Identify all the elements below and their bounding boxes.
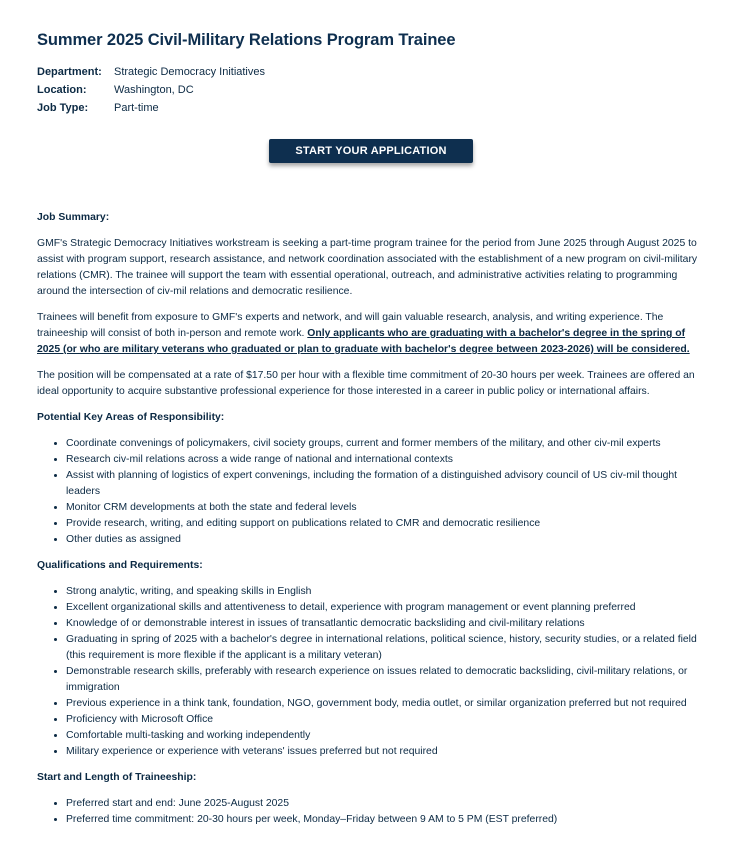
- meta-value: Washington, DC: [114, 84, 194, 96]
- list-item: • Previous experience in a think tank, foundation, NGO, government body, media outlet, or similar organization preferred but not required: [66, 696, 707, 712]
- compensation-paragraph: The position will be compensated at a rate of $17.50 per hour with a flexible time commitment of 20-30 hours per week. Trainees are offered an ideal opportunity to acquire substantive professional experience for those interested in a career in public policy or international affairs.: [37, 370, 695, 397]
- meta-job-type: [37, 101, 265, 119]
- meta-label: Department:: [37, 66, 102, 78]
- list-item: • Preferred start and end: June 2025-August 2025: [66, 796, 707, 812]
- list-item: • Comfortable multi-tasking and working independently: [66, 728, 707, 744]
- summary-paragraph: GMF's Strategic Democracy Initiatives workstream is seeking a part-time program trainee for the period from June 2025 through August 2025 to assist with program support, research assistance, and network coordination associated with the establishment of a new program on civil-military relations (CMR). The trainee will support the team with essential operational, outreach, and administrative activities relating to programming around the intersection of civ-mil relations and democratic resilience.: [37, 238, 698, 297]
- start-application-button[interactable]: START YOUR APPLICATION: [269, 139, 473, 163]
- responsibilities-heading: Potential Key Areas of Responsibility:: [37, 412, 225, 423]
- list-item: • Other duties as assigned: [66, 532, 707, 548]
- summary-paragraph: [37, 310, 707, 358]
- list-item: • Demonstrable research skills, preferably with research experience on issues related to democratic backsliding, civil-military relations, or immigration: [66, 664, 707, 696]
- qualifications-heading: Qualifications and Requirements:: [37, 560, 203, 571]
- responsibilities-list: [37, 436, 707, 548]
- traineeship-list: [37, 796, 707, 828]
- list-item: • Military experience or experience with veterans' issues preferred but not required: [66, 744, 707, 760]
- meta-location: [37, 83, 265, 101]
- list-item: • Research civ-mil relations across a wide range of national and international contexts: [66, 452, 707, 468]
- meta-label: Location:: [37, 84, 87, 96]
- list-item: • Graduating in spring of 2025 with a bachelor's degree in international relations, political science, history, security studies, or a related field (this requirement is more flexible if the applicant is a military veteran): [66, 632, 707, 664]
- list-item: • Proficiency with Microsoft Office: [66, 712, 707, 728]
- qualifications-list: [37, 584, 707, 760]
- traineeship-heading: Start and Length of Traineeship:: [37, 772, 197, 783]
- summary-text: Trainees will benefit from exposure to GMF's experts and network, and will gain valuable research, analysis, and writing experience. The traineeship will consist of both in-person and remote work.: [37, 312, 664, 339]
- list-item: • Assist with planning of logistics of expert convenings, including the formation of a distinguished advisory council of US civ-mil thought leaders: [66, 468, 707, 500]
- list-item: • Excellent organizational skills and attentiveness to detail, experience with program management or event planning preferred: [66, 600, 707, 616]
- job-description: [37, 210, 707, 838]
- meta-label: Job Type:: [37, 102, 89, 114]
- list-item: • Strong analytic, writing, and speaking skills in English: [66, 584, 707, 600]
- meta-value: Part-time: [114, 102, 159, 114]
- list-item: • Provide research, writing, and editing support on publications related to CMR and democratic resilience: [66, 516, 707, 532]
- job-meta: [37, 65, 265, 119]
- meta-department: [37, 65, 265, 83]
- list-item: • Monitor CRM developments at both the state and federal levels: [66, 500, 707, 516]
- job-summary-heading: Job Summary:: [37, 212, 110, 223]
- eligibility-notice: Only applicants who are graduating with a bachelor's degree in the spring of 2025 (or who are military veterans who graduated or plan to graduate with bachelor's degree between 2023-2026) will be considered.: [37, 328, 690, 355]
- list-item: • Coordinate convenings of policymakers, civil society groups, current and former members of the military, and other civ-mil experts: [66, 436, 707, 452]
- meta-value: Strategic Democracy Initiatives: [114, 66, 265, 78]
- list-item: • Knowledge of or demonstrable interest in issues of transatlantic democratic backsliding and civil-military relations: [66, 616, 707, 632]
- list-item: • Preferred time commitment: 20-30 hours per week, Monday–Friday between 9 AM to 5 PM (EST preferred): [66, 812, 707, 828]
- page-title: Summer 2025 Civil-Military Relations Program Trainee: [37, 31, 456, 49]
